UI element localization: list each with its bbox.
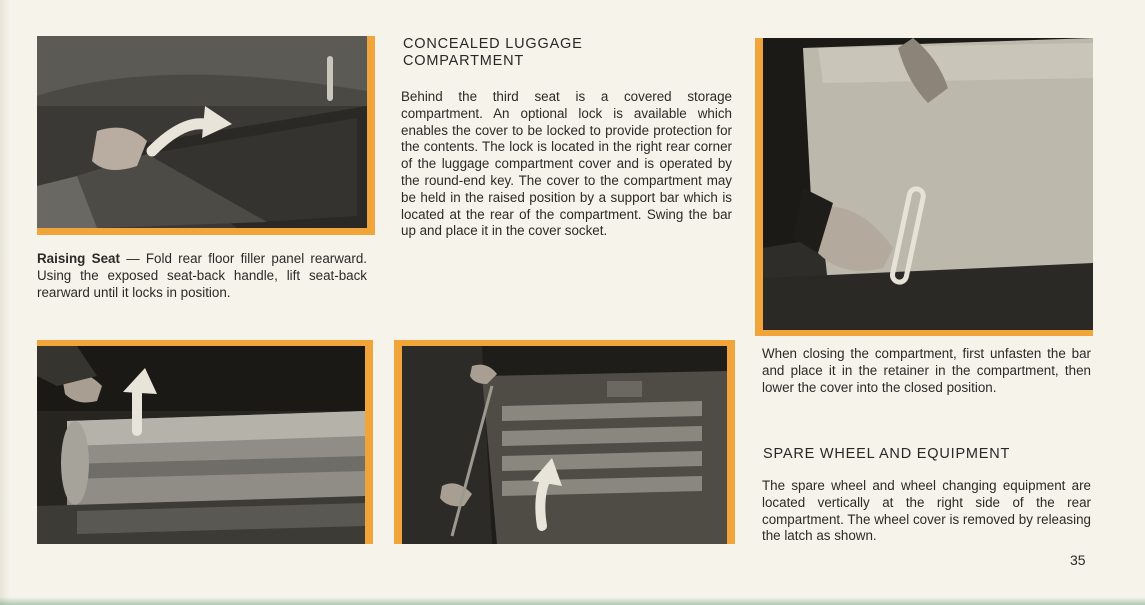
photo-seat-back-raised [37,346,365,544]
photo-accent-bar [365,346,373,544]
photo-accent-bar [394,346,402,544]
photo-accent-bar [755,330,1093,336]
heading-concealed-line1: CONCEALED LUGGAGE [403,36,583,52]
heading-concealed-line2: COMPARTMENT [403,53,525,69]
photo-accent-bar [37,228,375,235]
heading-spare-wheel: SPARE WHEEL AND EQUIPMENT [763,446,1011,462]
photo-floor-filler-panel [37,36,367,228]
page-fold-shadow [0,0,10,605]
caption-lead: Raising Seat [37,251,120,266]
body-closing-compartment: When closing the compartment, first unfasten the bar and place it in the retainer in the compartment, then lower the cover into the closed position. [762,346,1091,395]
page-bottom-shadow [0,597,1145,605]
photo-cover-lock [763,38,1093,330]
photo-accent-bar [367,36,375,228]
photo-accent-bar [755,38,763,336]
caption-raising-seat [37,251,367,301]
photo-accent-bar [727,346,735,544]
body-concealed-compartment: Behind the third seat is a covered storage compartment. An optional lock is available which enables the cover to be locked to provide protection for the contents. The lock is located in the right rear corner of the luggage compartment cover and is operated by the round-end key. The cover to the compartment may be held in the raised position by a support bar which is located at the rear of the compartment. Swing the bar up and place it in the cover socket. [401,89,732,239]
page-number: 35 [1070,552,1086,568]
body-spare-wheel: The spare wheel and wheel changing equipment are located vertically at the right side of the rear compartment. The wheel cover is removed by releasing the latch as shown. [762,478,1091,544]
photo-support-bar [402,346,727,544]
caption-text: — Fold rear floor filler panel rearward. Using the exposed seat-back handle, lift seat-back rearward until it locks in position. [37,251,367,300]
